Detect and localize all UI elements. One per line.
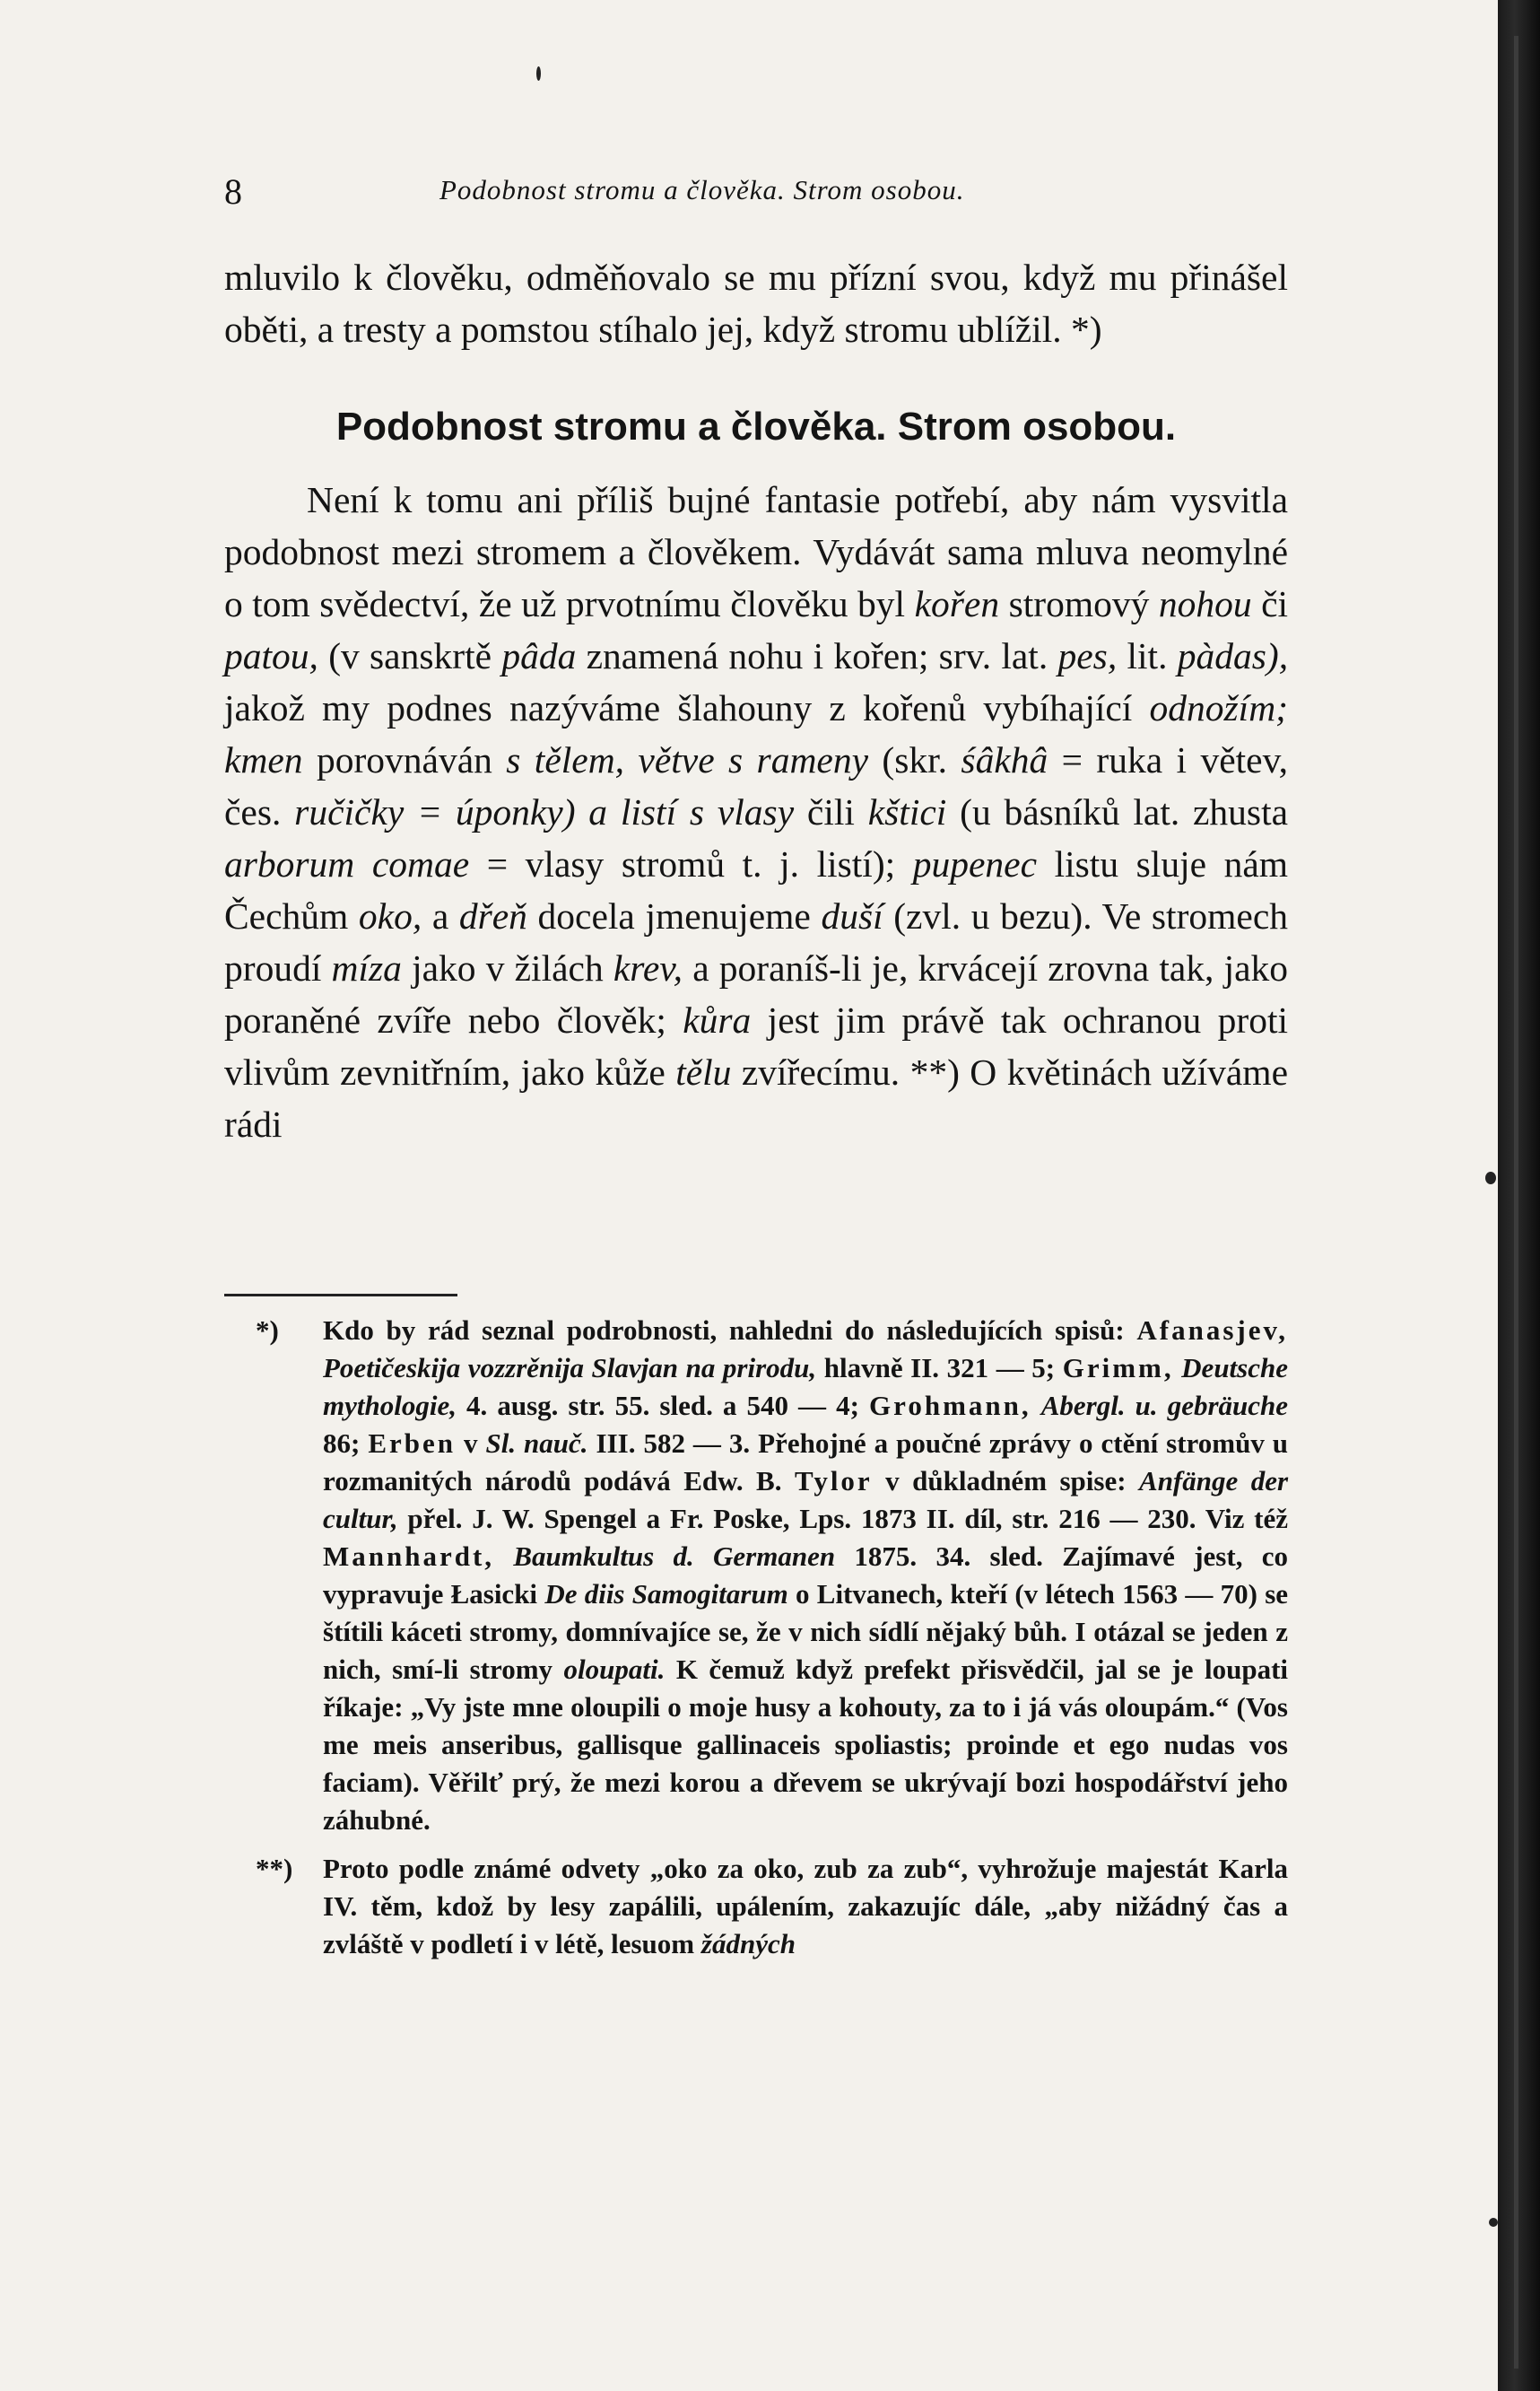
book-title: Anfänge der cultur, bbox=[323, 1465, 1289, 1534]
text-run: 1875. 34. sled. Zajímavé jest, co vypravuje Łasicki bbox=[323, 1540, 1289, 1610]
book-title: Poetičeskija vozzrěnija Slavjan na prirodu, bbox=[323, 1352, 817, 1383]
text-run: porovnáván bbox=[316, 739, 492, 781]
emphasis-term: tělu bbox=[675, 1052, 732, 1093]
text-run: stromový bbox=[1008, 583, 1150, 624]
footnote-divider bbox=[224, 1294, 457, 1296]
author-name: Grimm, bbox=[1062, 1352, 1174, 1383]
text-run: (u básníků lat. zhusta bbox=[960, 791, 1289, 833]
emphasis-term: arborum comae bbox=[224, 843, 470, 885]
main-text bbox=[224, 251, 1288, 1150]
text-run: v důkladném spise: bbox=[885, 1465, 1127, 1497]
text-run: v bbox=[463, 1427, 478, 1459]
emphasis-term: oko, bbox=[358, 895, 422, 937]
footnote bbox=[224, 1312, 1288, 1839]
text-run: (zvl. u bezu). Ve stromech proudí bbox=[224, 895, 1289, 989]
author-name: Erben bbox=[368, 1427, 456, 1459]
text-run: K čemuž když prefekt přisvědčil, jal se je loupati říkaje: „Vy jste mne oloupili o moje husy a kohouty, za to i já vás oloupám.“ (Vos me meis anseribus, gallisque gallinaceis spoliastis; proinde et ego nudas vos faciam). Věřilť prý, že mezi korou a dřevem se ukrývají bozi hospodářství jeho záhubné. bbox=[323, 1654, 1289, 1836]
text-run: listu sluje nám Čechům bbox=[224, 843, 1289, 937]
emphasis-term: śâkhâ bbox=[961, 739, 1048, 781]
text-run: III. 582 — 3. Přehojné a poučné zprávy o ctění stromův u rozmanitých národů podává Edw. B. bbox=[323, 1427, 1289, 1497]
running-head: Podobnost stromu a člověka. Strom osobou. bbox=[439, 174, 965, 205]
text-run: Není k tomu ani příliš bujné fantasie potřebí, aby nám vysvitla podobnost mezi stromem a člověkem. Vydávát sama mluva neomylné o tom svědectví, že už prvotnímu člověku byl bbox=[224, 479, 1288, 624]
emphasis-term: ručičky = úponky) a listí s vlasy bbox=[294, 791, 795, 833]
emphasis-term: pupenec bbox=[912, 843, 1038, 885]
emphasis-term: dřeň bbox=[458, 895, 527, 937]
emphasis-term: nohou bbox=[1158, 583, 1252, 624]
text-run: a bbox=[431, 895, 449, 937]
footnote-mark: **) bbox=[256, 1853, 293, 1884]
text-run: jest jim právě tak ochranou proti vlivům zevnitřním, jako kůže bbox=[224, 999, 1289, 1093]
text-run: přel. J. W. Spengel a Fr. Poske, Lps. 1873 II. díl, str. 216 — 230. Viz též bbox=[407, 1503, 1289, 1534]
text-run: čili bbox=[806, 791, 855, 833]
text-run: znamená nohu i kořen; srv. lat. bbox=[586, 635, 1048, 676]
text-run: Kdo by rád seznal podrobnosti, nahledni do následujících spisů: bbox=[323, 1314, 1125, 1346]
text-run: jakož my podnes nazýváme šlahouny z kořenů vybíhající bbox=[224, 687, 1133, 729]
footnotes bbox=[224, 1312, 1288, 1974]
book-title: De diis Samogitarum bbox=[544, 1578, 788, 1610]
text-run: jako v žilách bbox=[412, 947, 604, 989]
text-run: hlavně II. 321 — 5; bbox=[823, 1352, 1056, 1383]
book-title: Abergl. u. gebräuche bbox=[1040, 1390, 1289, 1421]
ink-speck bbox=[1489, 2218, 1498, 2227]
author-name: Tylor bbox=[794, 1465, 873, 1497]
text-run: (skr. bbox=[882, 739, 948, 781]
book-title: Baumkultus d. Germanen bbox=[513, 1540, 836, 1572]
text-run: 86; bbox=[323, 1427, 361, 1459]
text-run: a poraníš-li je, krvácejí zrovna tak, jako poraněné zvíře nebo člověk; bbox=[224, 947, 1289, 1041]
emphasis-term: odnožím; kmen bbox=[224, 687, 1288, 781]
text-run: zvířecímu. **) O květinách užíváme rádi bbox=[224, 1052, 1288, 1145]
author-name: Mannhardt, bbox=[323, 1540, 495, 1572]
page-edge-shadow bbox=[1498, 0, 1540, 2391]
author-name: Afanasjev, bbox=[1136, 1314, 1289, 1346]
emphasis-term: žádných bbox=[700, 1928, 796, 1959]
intro-paragraph: mluvilo k člověku, odměňovalo se mu přízní svou, když mu přinášel oběti, a tresty a pomstou stíhalo jej, když stromu ublížil. *) bbox=[224, 257, 1288, 350]
emphasis-term: patou, bbox=[224, 635, 318, 676]
page-edge-line bbox=[1514, 36, 1518, 2369]
footnote-mark: *) bbox=[256, 1314, 279, 1346]
section-title: Podobnost stromu a člověka. Strom osobou. bbox=[335, 405, 1177, 449]
emphasis-term: kůra bbox=[683, 999, 752, 1041]
book-title: Deutsche mythologie, bbox=[323, 1352, 1288, 1421]
text-run: či bbox=[1261, 583, 1289, 624]
emphasis-term: kštici bbox=[867, 791, 947, 833]
text-run: Proto podle známé odvety „oko za oko, zub za zub“, vyhrožuje majestát Karla IV. těm, kdož by lesy zapálili, upálením, zakazujíc dále, „aby nižádný čas a zvláště v podletí i v létě, lesuom bbox=[323, 1853, 1288, 1959]
book-title: Sl. nauč. bbox=[485, 1427, 588, 1459]
author-name: Grohmann, bbox=[869, 1390, 1031, 1421]
text-run: 4. ausg. str. 55. sled. a 540 — 4; bbox=[466, 1390, 859, 1421]
text-run: (v sanskrtě bbox=[328, 635, 492, 676]
emphasis-term: oloupati. bbox=[563, 1654, 666, 1685]
footnote bbox=[224, 1850, 1288, 1963]
text-run: o Litvanech, kteří (v létech 1563 — 70) se štítili káceti stromy, domnívajíce se, že v nich sídlí nějaký bůh. I otázal se jeden z nich, smí-li stromy bbox=[323, 1578, 1289, 1685]
emphasis-term: krev, bbox=[613, 947, 683, 989]
ink-speck bbox=[1485, 1172, 1496, 1184]
text-run: = vlasy stromů t. j. listí); bbox=[486, 843, 896, 885]
emphasis-term: pàdas), bbox=[1177, 635, 1289, 676]
emphasis-term: duší bbox=[821, 895, 883, 937]
emphasis-term: pâda bbox=[501, 635, 577, 676]
emphasis-term: míza bbox=[331, 947, 402, 989]
page-number: 8 bbox=[224, 171, 242, 212]
text-run: docela jmenujeme bbox=[537, 895, 811, 937]
emphasis-term: pes, bbox=[1057, 635, 1118, 676]
page-header bbox=[224, 170, 1292, 215]
text-run: = ruka i větev, čes. bbox=[224, 739, 1289, 833]
emphasis-term: s tělem, větve s rameny bbox=[506, 739, 869, 781]
emphasis-term: kořen bbox=[914, 583, 1000, 624]
ink-speck bbox=[536, 66, 541, 81]
body-paragraph bbox=[224, 474, 1288, 1150]
text-run: lit. bbox=[1127, 635, 1168, 676]
